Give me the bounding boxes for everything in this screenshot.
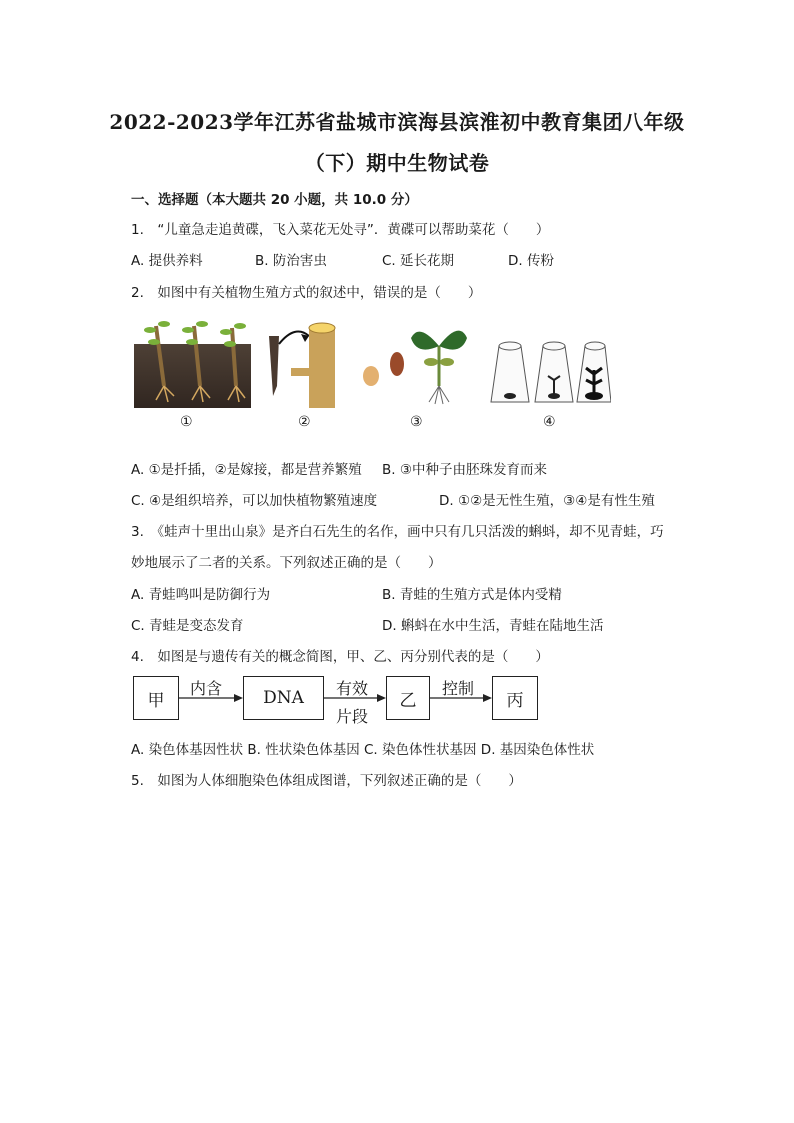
figure-label-2: ② <box>298 414 311 430</box>
arrow-label-effective: 有效 <box>336 679 369 698</box>
tissue-culture-illustration <box>481 312 611 412</box>
concept-box-dna: DNA <box>243 676 324 720</box>
figure-label-3: ③ <box>410 414 423 430</box>
q1-stem: 1. “儿童急走追黄碟，飞入菜花无处寻”．黄碟可以帮助菜花（ ） <box>131 222 550 238</box>
q1-option-c: C. 延长花期 <box>382 253 455 269</box>
grafting-illustration <box>265 312 345 412</box>
q1-option-a: A. 提供养料 <box>131 253 203 269</box>
bean-germination-illustration <box>361 312 473 412</box>
q3-stem-line2: 妙地展示了二者的关系。下列叙述正确的是（ ） <box>131 555 442 571</box>
q2-option-d: D. ①②是无性生殖，③④是有性生殖 <box>439 493 655 509</box>
concept-box-bing: 丙 <box>492 676 538 720</box>
concept-box-yi: 乙 <box>386 676 430 720</box>
q2-option-b: B. ③中种子由胚珠发育而来 <box>382 462 547 478</box>
q2-option-c: C. ④是组织培养，可以加快植物繁殖速度 <box>131 493 378 509</box>
arrow-label-segment: 片段 <box>336 707 369 726</box>
q3-option-b: B. 青蛙的生殖方式是体内受精 <box>382 587 562 603</box>
q4-options: A. 染色体基因性状 B. 性状染色体基因 C. 染色体性状基因 D. 基因染色体性状 <box>131 742 595 758</box>
plant-reproduction-figure <box>131 312 611 412</box>
arrow-label-contains: 内含 <box>190 679 223 698</box>
figure-label-4: ④ <box>543 414 556 430</box>
cutting-illustration <box>134 312 251 412</box>
section-heading: 一、选择题（本大题共 20 小题，共 10.0 分） <box>131 192 418 208</box>
q1-option-d: D. 传粉 <box>508 253 554 269</box>
figure-label-1: ① <box>180 414 193 430</box>
concept-box-jia: 甲 <box>133 676 179 720</box>
q4-stem: 4. 如图是与遗传有关的概念简图，甲、乙、丙分别代表的是（ ） <box>131 649 549 665</box>
q5-stem: 5. 如图为人体细胞染色体组成图谱，下列叙述正确的是（ ） <box>131 773 522 789</box>
q2-stem: 2. 如图中有关植物生殖方式的叙述中，错误的是（ ） <box>131 285 482 301</box>
q1-option-b: B. 防治害虫 <box>255 253 327 269</box>
q2-option-a: A. ①是扦插，②是嫁接，都是营养繁殖 <box>131 462 362 478</box>
exam-title-line2: （下）期中生物试卷 <box>304 151 490 175</box>
q3-option-a: A. 青蛙鸣叫是防御行为 <box>131 587 271 603</box>
arrow-label-controls: 控制 <box>442 679 475 698</box>
q3-stem-line1: 3. 《蛙声十里出山泉》是齐白石先生的名作，画中只有几只活泼的蝌蚪，却不见青蛙，巧 <box>131 524 664 540</box>
q3-option-d: D. 蝌蚪在水中生活，青蛙在陆地生活 <box>382 618 604 634</box>
exam-title-line1: 2022-2023学年江苏省盐城市滨海县滨淮初中教育集团八年级 <box>109 110 685 134</box>
q3-option-c: C. 青蛙是变态发育 <box>131 618 244 634</box>
